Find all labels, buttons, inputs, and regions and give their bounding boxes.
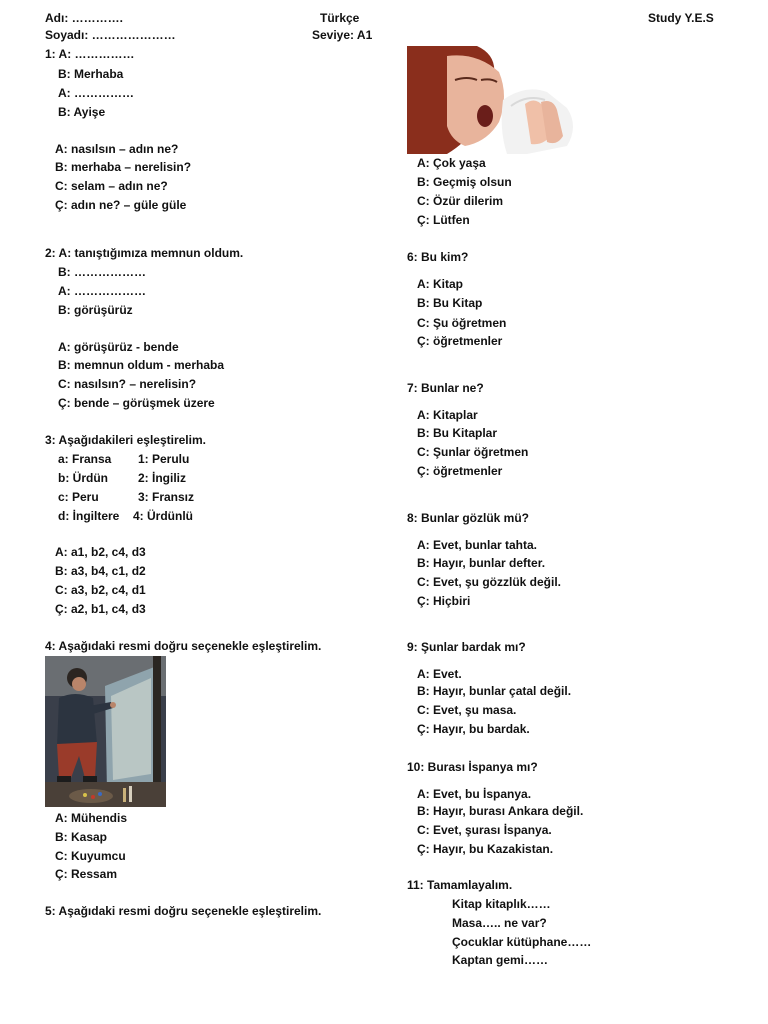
q4-option: C: Kuyumcu [55,849,126,863]
q10-title: 10: Burası İspanya mı? [407,760,538,774]
brand-label: Study Y.E.S [648,11,714,25]
q5-title: 5: Aşağıdaki resmi doğru seçenekle eşleştirelim. [45,904,322,918]
q2-dialog-line: B: görüşürüz [58,303,133,317]
q2-dialog-line: A: ……………… [58,284,146,298]
q3-option: Ç: a2, b1, c4, d3 [55,602,146,616]
q2-option: C: nasılsın? – nerelisin? [58,377,197,391]
q6-title: 6: Bu kim? [407,250,469,264]
q1-option: A: nasılsın – adın ne? [55,142,179,156]
q3-country: d: İngiltere [58,509,120,523]
q7-title: 7: Bunlar ne? [407,381,484,395]
q8-option: Ç: Hiçbiri [417,594,471,608]
q2-option: A: görüşürüz - bende [58,340,179,354]
q3-nationality: 3: Fransız [138,490,195,504]
q7-option: A: Kitaplar [417,408,478,422]
q2-dialog-line: 2: A: tanıştığımıza memnun oldum. [45,246,244,260]
q9-option: A: Evet. [417,667,462,681]
q2-option: Ç: bende – görüşmek üzere [58,396,215,410]
sneezing-woman-illustration [407,46,592,154]
q8-option: B: Hayır, bunlar defter. [417,556,546,570]
q4-title: 4: Aşağıdaki resmi doğru seçenekle eşleştirelim. [45,639,322,653]
q3-nationality: 2: İngiliz [138,471,186,485]
q5-option: C: Özür dilerim [417,194,504,208]
q11-line: Kitap kitaplık…… [452,897,551,911]
q2-dialog-line: B: ……………… [58,265,146,279]
q8-option: C: Evet, şu gözzlük değil. [417,575,562,589]
q10-option: Ç: Hayır, bu Kazakistan. [417,842,554,856]
q1-dialog-line: B: Ayişe [58,105,106,119]
q1-option: Ç: adın ne? – güle güle [55,198,187,212]
q1-dialog-line: A: …………… [58,86,134,100]
q3-nationality: 1: Perulu [138,452,190,466]
q1-dialog-line: B: Merhaba [58,67,124,81]
q8-option: A: Evet, bunlar tahta. [417,538,538,552]
q5-option: B: Geçmiş olsun [417,175,512,189]
q3-option: B: a3, b4, c1, d2 [55,564,146,578]
q1-dialog-line: 1: A: …………… [45,47,135,61]
q1-option: C: selam – adın ne? [55,179,168,193]
q2-option: B: memnun oldum - merhaba [58,358,225,372]
q4-option: B: Kasap [55,830,108,844]
q6-option: A: Kitap [417,277,463,291]
q3-option: C: a3, b2, c4, d1 [55,583,146,597]
q4-option: Ç: Ressam [55,867,118,881]
painter-illustration [45,656,166,807]
q4-option: A: Mühendis [55,811,127,825]
q3-nationality: 4: Ürdünlü [133,509,193,523]
q7-option: B: Bu Kitaplar [417,426,498,440]
q7-option: C: Şunlar öğretmen [417,445,529,459]
q3-option: A: a1, b2, c4, d3 [55,545,146,559]
q11-title: 11: Tamamlayalım. [407,878,513,892]
q3-country: a: Fransa [58,452,112,466]
q9-option: Ç: Hayır, bu bardak. [417,722,530,736]
q7-option: Ç: öğretmenler [417,464,503,478]
painter-photo [45,656,166,807]
q3-country: c: Peru [58,490,99,504]
q1-option: B: merhaba – nerelisin? [55,160,192,174]
q3-country: b: Ürdün [58,471,108,485]
name-field-label: Adı: …………. [45,11,123,25]
q10-option: A: Evet, bu İspanya. [417,787,532,801]
level-label: Seviye: A1 [312,28,373,42]
q9-title: 9: Şunlar bardak mı? [407,640,526,654]
q9-option: B: Hayır, bunlar çatal değil. [417,684,572,698]
q3-title: 3: Aşağıdakileri eşleştirelim. [45,433,206,447]
q11-line: Çocuklar kütüphane…… [452,935,592,949]
q6-option: Ç: öğretmenler [417,334,503,348]
q9-option: C: Evet, şu masa. [417,703,517,717]
q6-option: C: Şu öğretmen [417,316,507,330]
q11-line: Masa….. ne var? [452,916,547,930]
q8-title: 8: Bunlar gözlük mü? [407,511,530,525]
q5-option: A: Çok yaşa [417,156,486,170]
q10-option: B: Hayır, burası Ankara değil. [417,804,584,818]
q6-option: B: Bu Kitap [417,296,483,310]
q5-option: Ç: Lütfen [417,213,470,227]
q11-line: Kaptan gemi…… [452,953,549,967]
q10-option: C: Evet, şurası İspanya. [417,823,552,837]
surname-field-label: Soyadı: ………………… [45,28,176,42]
subject-title: Türkçe [320,11,360,25]
sneezing-woman-photo [407,46,592,154]
